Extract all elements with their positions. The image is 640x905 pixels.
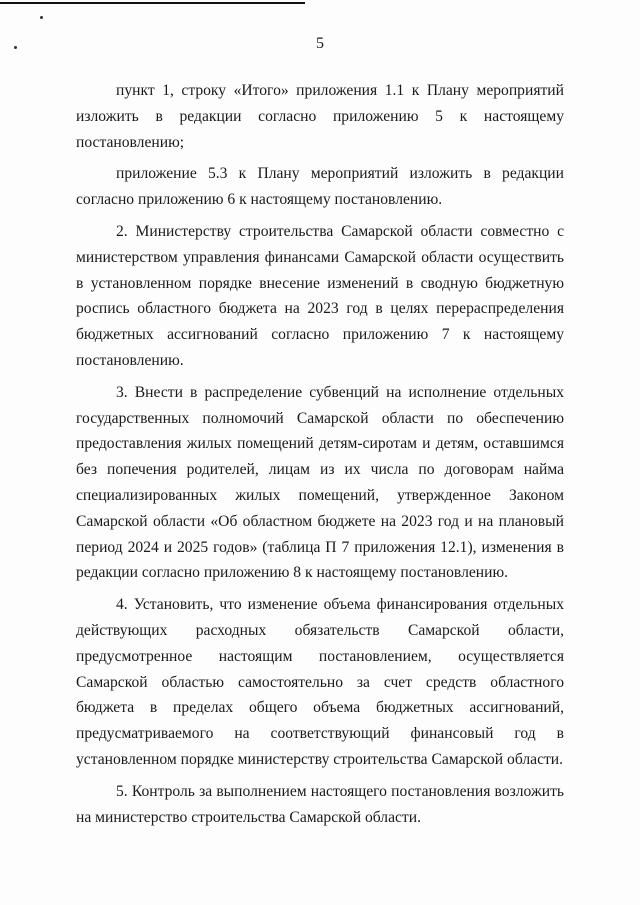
paragraph-4: 4. Установить, что изменение объема финансирования отдельных действующих расходных обязательств Самарской области, предусмотренное настоящим постановлением, осуществляется Самарской областью самостоятельно за счет средств областного бюджета в пределах общего объема бюджетных ассигнований, предусматриваемого на соответствующий финансовый год в установленном порядке министерству строительства Самарской области. xyxy=(76,596,564,768)
paragraph-2: 2. Министерству строительства Самарской области совместно с министерством управления финансами Самарской области осуществить в установленном порядке внесение изменений в сводную бюджетную роспись областного бюджета на 2023 год в целях перераспределения бюджетных ассигнований согласно приложению 7 к настоящему постановлению. xyxy=(76,222,564,369)
scan-speck xyxy=(40,16,43,19)
paragraph-5: 5. Контроль за выполнением настоящего постановления возложить на министерство строительства Самарской области. xyxy=(76,782,564,826)
paragraph-item-5-3: приложение 5.3 к Плану мероприятий изложить в редакции согласно приложению 6 к настоящему постановлению. xyxy=(76,165,564,209)
document-body xyxy=(76,78,564,836)
page-number: 5 xyxy=(316,35,324,52)
paragraph-3: 3. Внести в распределение субвенций на исполнение отдельных государственных полномочий Самарской области по обеспечению предоставления жилых помещений детям-сиротам и детям, оставшимся без попечения родителей, лицам из их числа по договорам найма специализированных жилых помещений, утвержденное Законом Самарской области «Об областном бюджете на 2023 год и на плановый период 2024 и 2025 годов» (таблица П 7 приложения 12.1), изменения в редакции согласно приложению 8 к настоящему постановлению. xyxy=(76,383,564,582)
top-rule-line xyxy=(0,2,305,4)
paragraph-item-1-1: пункт 1, строку «Итого» приложения 1.1 к Плану мероприятий изложить в редакции согласно приложению 5 к настоящему постановлению; xyxy=(76,82,564,151)
